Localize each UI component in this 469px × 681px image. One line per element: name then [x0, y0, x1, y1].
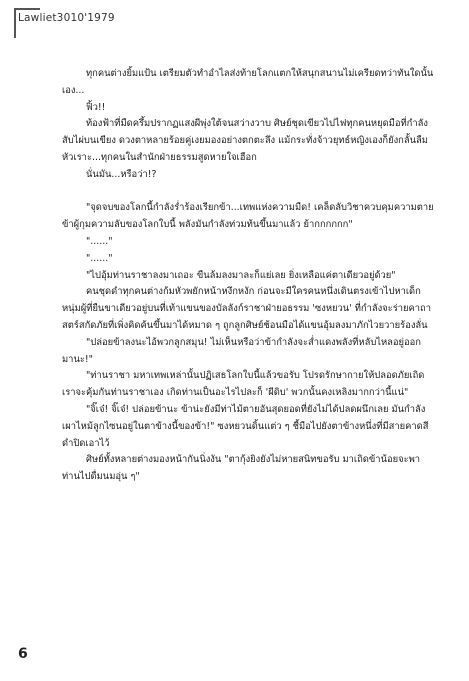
- paragraph: ฟิ้ว!!: [86, 101, 106, 113]
- body-text: [62, 66, 437, 486]
- corner-mark-horizontal: [14, 8, 40, 10]
- corner-mark-vertical: [14, 8, 16, 38]
- running-header: Lawliet3010'1979: [18, 12, 115, 24]
- paragraph: คนชุดดำทุกคนต่างก้มหัวพยักหน้าหงึกหงัก ก่อนจะมีใครคนหนึ่งเดินตรงเข้าไปหาเด็กหนุ่มผู้ที่ยืนขาเดียวอยู่บนที่เท้าแขนของบัลลังก์ราชาฝ่ายอธรรม 'ซงหยวน' ที่กำลังจะร่ายคาถาสตร์สกัดภัยที่เพิ่งคิดค้นขึ้นมาได้หมาด ๆ ถูกลูกศิษย์ช้อนมือได้แขนอุ้มลงมาภักไวยวายร้องลั่น: [62, 286, 431, 331]
- paragraph: ทุกคนต่างยิ้มแป้น เตรียมตัวทำอำไลส่งท้ายโลกแตกให้สนุกสนานไม่เครียดทว่าทันใดนั้นเอง...: [62, 68, 434, 96]
- page-number: 6: [18, 646, 28, 662]
- paragraph: "......": [86, 252, 113, 264]
- paragraph: "ปล่อยข้าลงนะไอ้พวกลูกสมุน! ไม่เห็นหรือว่าข้ากำลังจะส่ำแดงพลังที่หลับไหลอยู่ออกมานะ!": [62, 336, 421, 365]
- paragraph: "ท่านราชา มหาเทพเหล่านั้นปฏิเสธโลกใบนี้แล้วขอรับ โปรดรักษากายให้ปลอดภัยเถิด เราจะคุ้มกันท่านราชาเอง เกิดท่านเป็นอะไรไปละก็ 'ผีดิบ' พวกนั้นคงเหลิงมากกว่านี้แน่": [62, 370, 425, 399]
- paragraph: นั่นมัน...หรือว่า!?: [86, 168, 157, 180]
- paragraph-gap: [62, 184, 437, 201]
- paragraph: ศิษย์ทั้งหลายต่างมองหน้ากันนิ่งงัน "ตากุ้งยิงยังไม่หายสนิทขอรับ มาเถิดข้าน้อยจะพาท่านไปดื่มนมอุ่น ๆ": [62, 454, 421, 483]
- paragraph: ท้องฟ้าที่มืดครึ้มปรากฏแสงผีพุ่งใต้จนสว่างวาบ ศิษย์ชุดเขียวไปไฟทุกคนหยุดมือที่กำลังสับไผ่บนเขียง ดวงตาหลายร้อยคู่เงยมองอย่างตกตะลึง แม้กระทั่งจ้าวยุทธ์หญิงเองก็ยังกลั้นลืมหัวเราะ...ทุกคนในสำนักฝ่ายธรรมสูดหายใจเฮือก: [62, 118, 428, 163]
- paragraph: "จุดจบของโลกนี้กำลังร่ำร้องเรียกข้า...เทพแห่งความมืด! เคล็ดลับวิชาควบคุมความตาย ข้าผู้กุมความลับของโลกใบนี้ พลังมันกำลังท่วมท้นขึ้นมาแล้ว ย้ากกกกกก": [62, 202, 434, 231]
- paragraph: "ไปอุ้มท่านราชาลงมาเถอะ ขืนล้มลงมาละก็แย่เลย ยิ่งเหลือแค่ตาเดียวอยู่ด้วย": [86, 269, 396, 281]
- paragraph: "จิ๊เจ๋! จิ๊เจ๋! ปล่อยข้านะ ข้าน่ะยังมีท่าไม้ตายอันสุดยอดที่ยังไม่ได้ปลดผนึกเลย มันกำลังเผาไหม้ลูกไซนอยู่ในตาข้างนี้ของข้า!" ซงหยวนดิ้นแต่ว ๆ ชี้มือไปยังตาข้างหนึ่งที่มีสายคาดสีดำปิดเอาไว้: [62, 403, 429, 449]
- paragraph: "......": [86, 235, 113, 247]
